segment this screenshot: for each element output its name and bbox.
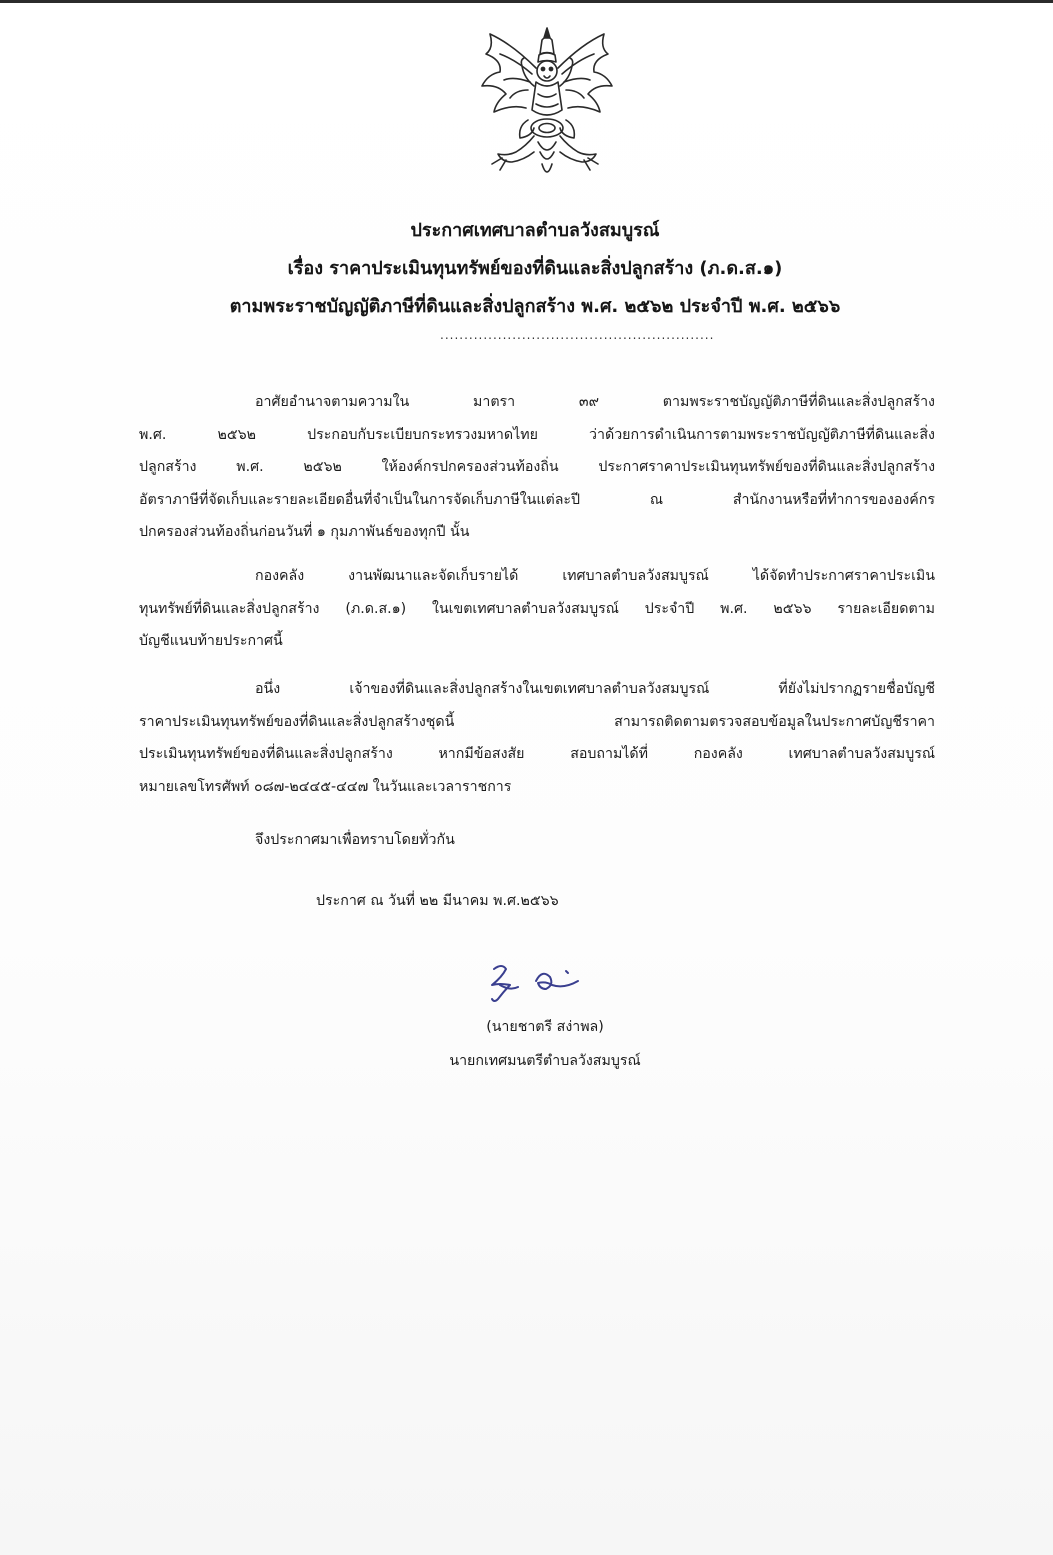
paragraph-finance-division — [139, 560, 935, 658]
paragraph-line: ทุนทรัพย์ที่ดินและสิ่งปลูกสร้าง (ภ.ด.ส.๑) ในเขตเทศบาลตำบลวังสมบูรณ์ ประจำปี พ.ศ. ๒๕๖๖ รายละเอียดตาม — [139, 600, 935, 617]
title-line-subject: เรื่อง ราคาประเมินทุนทรัพย์ของที่ดินและสิ่งปลูกสร้าง (ภ.ด.ส.๑) — [287, 258, 783, 279]
title-line-organization: ประกาศเทศบาลตำบลวังสมบูรณ์ — [410, 220, 660, 241]
paragraph-line: บัญชีแนบท้ายประกาศนี้ — [139, 633, 283, 649]
paragraph-authority — [139, 386, 935, 549]
announcement-date: ประกาศ ณ วันที่ ๒๒ มีนาคม พ.ศ.๒๕๖๖ — [316, 893, 559, 909]
paragraph-line: พ.ศ. ๒๕๖๒ ประกอบกับระเบียบกระทรวงมหาดไทย ว่าด้วยการดำเนินการตามพระราชบัญญัติภาษีที่ดินและสิ่ง — [139, 426, 935, 443]
title-line-act: ตามพระราชบัญญัติภาษีที่ดินและสิ่งปลูกสร้าง พ.ศ. ๒๕๖๒ ประจำปี พ.ศ. ๒๕๖๖ — [229, 296, 841, 317]
paragraph-line: อัตราภาษีที่จัดเก็บและรายละเอียดอื่นที่จำเป็นในการจัดเก็บภาษีในแต่ละปี ณ สำนักงานหรือที่ทำการขององค์กร — [139, 491, 935, 508]
paragraph-line: อาศัยอำนาจตามความใน มาตรา ๓๙ ตามพระราชบัญญัติภาษีที่ดินและสิ่งปลูกสร้าง — [255, 394, 935, 410]
title-separator: ......................................................... — [440, 328, 715, 342]
signature-icon — [480, 955, 590, 1010]
closing-statement: จึงประกาศมาเพื่อทราบโดยทั่วกัน — [255, 832, 455, 848]
paragraph-line: ประเมินทุนทรัพย์ของที่ดินและสิ่งปลูกสร้าง หากมีข้อสงสัย สอบถามได้ที่ กองคลัง เทศบาลตำบลวังสมบูรณ์ — [139, 746, 935, 762]
document-title — [150, 212, 920, 326]
paragraph-line: ราคาประเมินทุนทรัพย์ของที่ดินและสิ่งปลูกสร้างชุดนี้ สามารถติดตามตรวจสอบข้อมูลในประกาศบัญชีราคา — [139, 713, 935, 730]
paragraph-line: หมายเลขโทรศัพท์ ๐๘๗-๒๔๔๕-๔๔๗ ในวันและเวลาราชการ — [139, 778, 512, 795]
signer-position: นายกเทศมนตรีตำบลวังสมบูรณ์ — [449, 1053, 641, 1069]
paragraph-line: ปกครองส่วนท้องถิ่นก่อนวันที่ ๑ กุมภาพันธ์ของทุกปี นั้น — [139, 524, 470, 540]
paragraph-owners-notice — [139, 673, 935, 803]
paragraph-line: อนึ่ง เจ้าของที่ดินและสิ่งปลูกสร้างในเขตเทศบาลตำบลวังสมบูรณ์ ที่ยังไม่ปรากฏรายชื่อบัญชี — [255, 681, 935, 697]
signer-name: (นายชาตรี สง่าพล) — [486, 1019, 604, 1035]
paragraph-line: กองคลัง งานพัฒนาและจัดเก็บรายได้ เทศบาลตำบลวังสมบูรณ์ ได้จัดทำประกาศราคาประเมิน — [255, 568, 935, 584]
garuda-emblem-icon — [472, 24, 622, 184]
paragraph-line: ปลูกสร้าง พ.ศ. ๒๕๖๒ ให้องค์กรปกครองส่วนท้องถิ่น ประกาศราคาประเมินทุนทรัพย์ของที่ดินและสิ่งปลูกสร้าง — [139, 459, 935, 475]
